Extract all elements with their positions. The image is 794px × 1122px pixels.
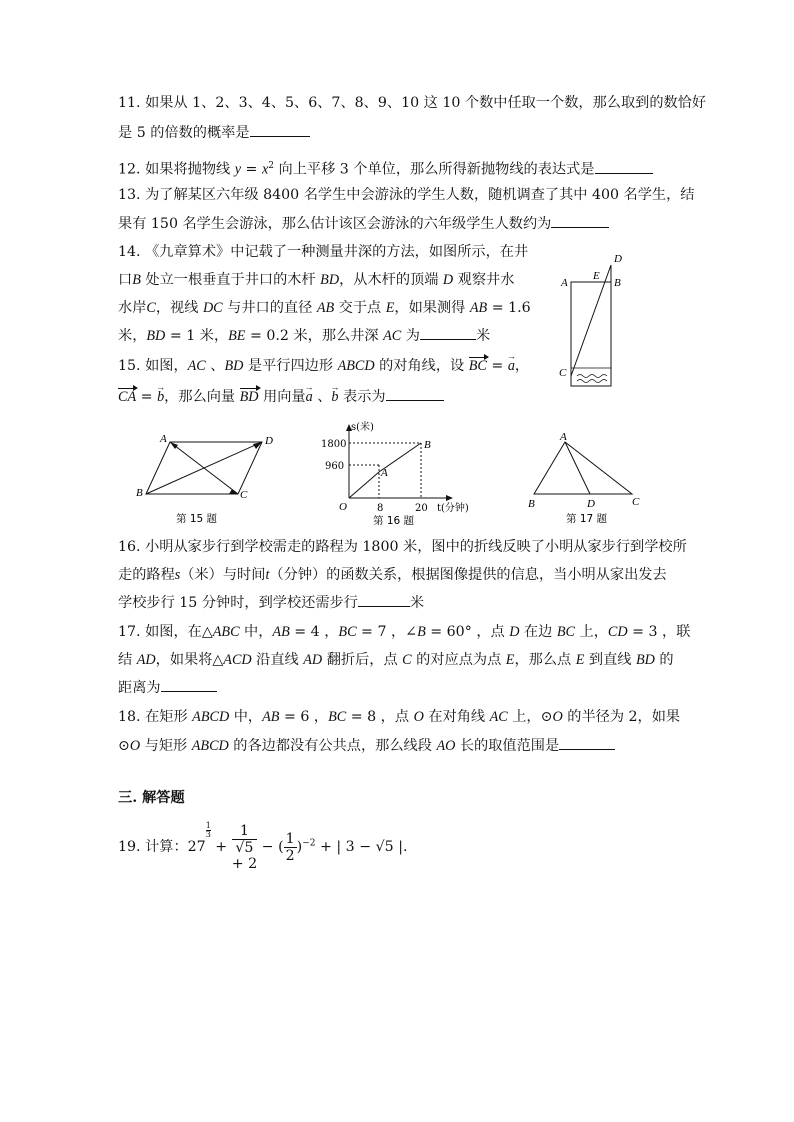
q18-line1: 18. 在矩形 ABCD 中，AB = 6 ，BC = 8 ，点 O 在对角线 AC 上，⊙O 的半径为 2，如果 — [118, 709, 681, 725]
label-D: D — [265, 435, 273, 447]
label-D: D — [587, 498, 595, 510]
figure-17-triangle — [520, 428, 650, 528]
tick-1800: 1800 — [321, 439, 347, 450]
figure-15-parallelogram — [132, 428, 282, 528]
q14-line2: 口B 处立一根垂直于井口的木杆 BD，从木杆的顶端 D 观察井水 — [118, 272, 515, 288]
q12: 12. 如果将抛物线 $y = x^2$ 向上平移 3 个单位，那么所得新抛物线的表达式是 — [118, 156, 653, 180]
answer-blank[interactable] — [358, 592, 410, 607]
label-A: A — [381, 467, 388, 479]
figure-caption: 第 17 题 — [566, 513, 608, 525]
q17-line2: 结 AD，如果将△ACD 沿直线 AD 翻折后，点 C 的对应点为点 E，那么点 E 到直线 BD 的 — [118, 652, 674, 668]
label-B: B — [424, 439, 431, 451]
q15-line1: 15. 如图，AC 、BD 是平行四边形 ABCD 的对角线，设 BC = a →， — [118, 356, 529, 376]
q14-line4: 米，BD = 1 米，BE = 0.2 米，那么井深 AC 为 米 — [118, 325, 490, 346]
label-O: O — [339, 501, 347, 513]
answer-blank[interactable] — [595, 159, 653, 174]
q13-line2: 果有 150 名学生会游泳，那么估计该区会游泳的六年级学生人数约为 — [118, 213, 609, 234]
answer-blank[interactable] — [386, 386, 444, 401]
figure-16-graph — [315, 418, 475, 528]
label-A: A — [561, 277, 568, 289]
label-C: C — [632, 496, 640, 508]
q11-line2: 是 5 的倍数的概率是 — [118, 122, 310, 143]
figure-caption: 第 15 题 — [176, 513, 218, 525]
label-B: B — [528, 498, 535, 510]
q15-line2: CA = b →，那么向量 BD 用向量a → 、b → 表示为 — [118, 386, 444, 407]
tick-20: 20 — [415, 503, 428, 514]
q19: 19. 计算：27 $\frac{1}{3}$ + 1 √5 + 2 − ( $\frac{1}{2}$ )$^{-2}$ + | 3 − √5 |. — [118, 821, 408, 872]
q14-line3: 水岸C，视线 DC 与井口的直径 AB 交于点 E，如果测得 AB = 1.6 — [118, 300, 531, 316]
q13-line1: 13. 为了解某区六年级 8400 名学生中会游泳的学生人数，随机调查了其中 400 名学生，结 — [118, 187, 695, 203]
label-A: A — [560, 431, 567, 443]
label-E: E — [593, 270, 600, 282]
answer-blank[interactable] — [420, 325, 476, 340]
q16-line2: 走的路程s（米）与时间t（分钟）的函数关系，根据图像提供的信息，当小明从家出发去 — [118, 567, 667, 583]
label-D: D — [614, 253, 622, 265]
answer-blank[interactable] — [551, 213, 609, 228]
tick-8: 8 — [377, 503, 384, 514]
q16-line3: 学校步行 15 分钟时，到学校还需步行 米 — [118, 592, 424, 613]
q17-line1: 17. 如图，在△ABC 中，AB = 4 ，BC = 7 ，∠B = 60° ，点 D 在边 BC 上，CD = 3 ，联 — [118, 624, 691, 640]
axis-label-t: t(分钟) — [437, 503, 469, 514]
tick-960: 960 — [325, 461, 345, 472]
axis-label-s: s(米) — [351, 422, 374, 433]
label-C: C — [240, 489, 248, 501]
q11-line1: 11. 如果从 1、2、3、4、5、6、7、8、9、10 这 10 个数中任取一个数，那么取到的数恰好 — [118, 95, 707, 111]
section-heading: 三. 解答题 — [118, 790, 185, 806]
figure-14-well — [555, 250, 627, 392]
answer-blank[interactable] — [161, 677, 217, 692]
label-B: B — [614, 277, 621, 289]
label-A: A — [160, 433, 167, 445]
answer-blank[interactable] — [559, 735, 615, 750]
q14-line1: 14. 《九章算术》中记载了一种测量井深的方法，如图所示，在井 — [118, 244, 529, 260]
label-B: B — [136, 487, 143, 499]
answer-blank[interactable] — [250, 122, 310, 137]
q16-line1: 16. 小明从家步行到学校需走的路程为 1800 米，图中的折线反映了小明从家步行到学校所 — [118, 539, 687, 555]
q17-line3: 距离为 — [118, 677, 217, 698]
q18-line2: ⊙O 与矩形 ABCD 的各边都没有公共点，那么线段 AO 长的取值范围是 — [118, 735, 615, 756]
label-C: C — [559, 367, 567, 379]
figure-caption: 第 16 题 — [373, 515, 415, 527]
